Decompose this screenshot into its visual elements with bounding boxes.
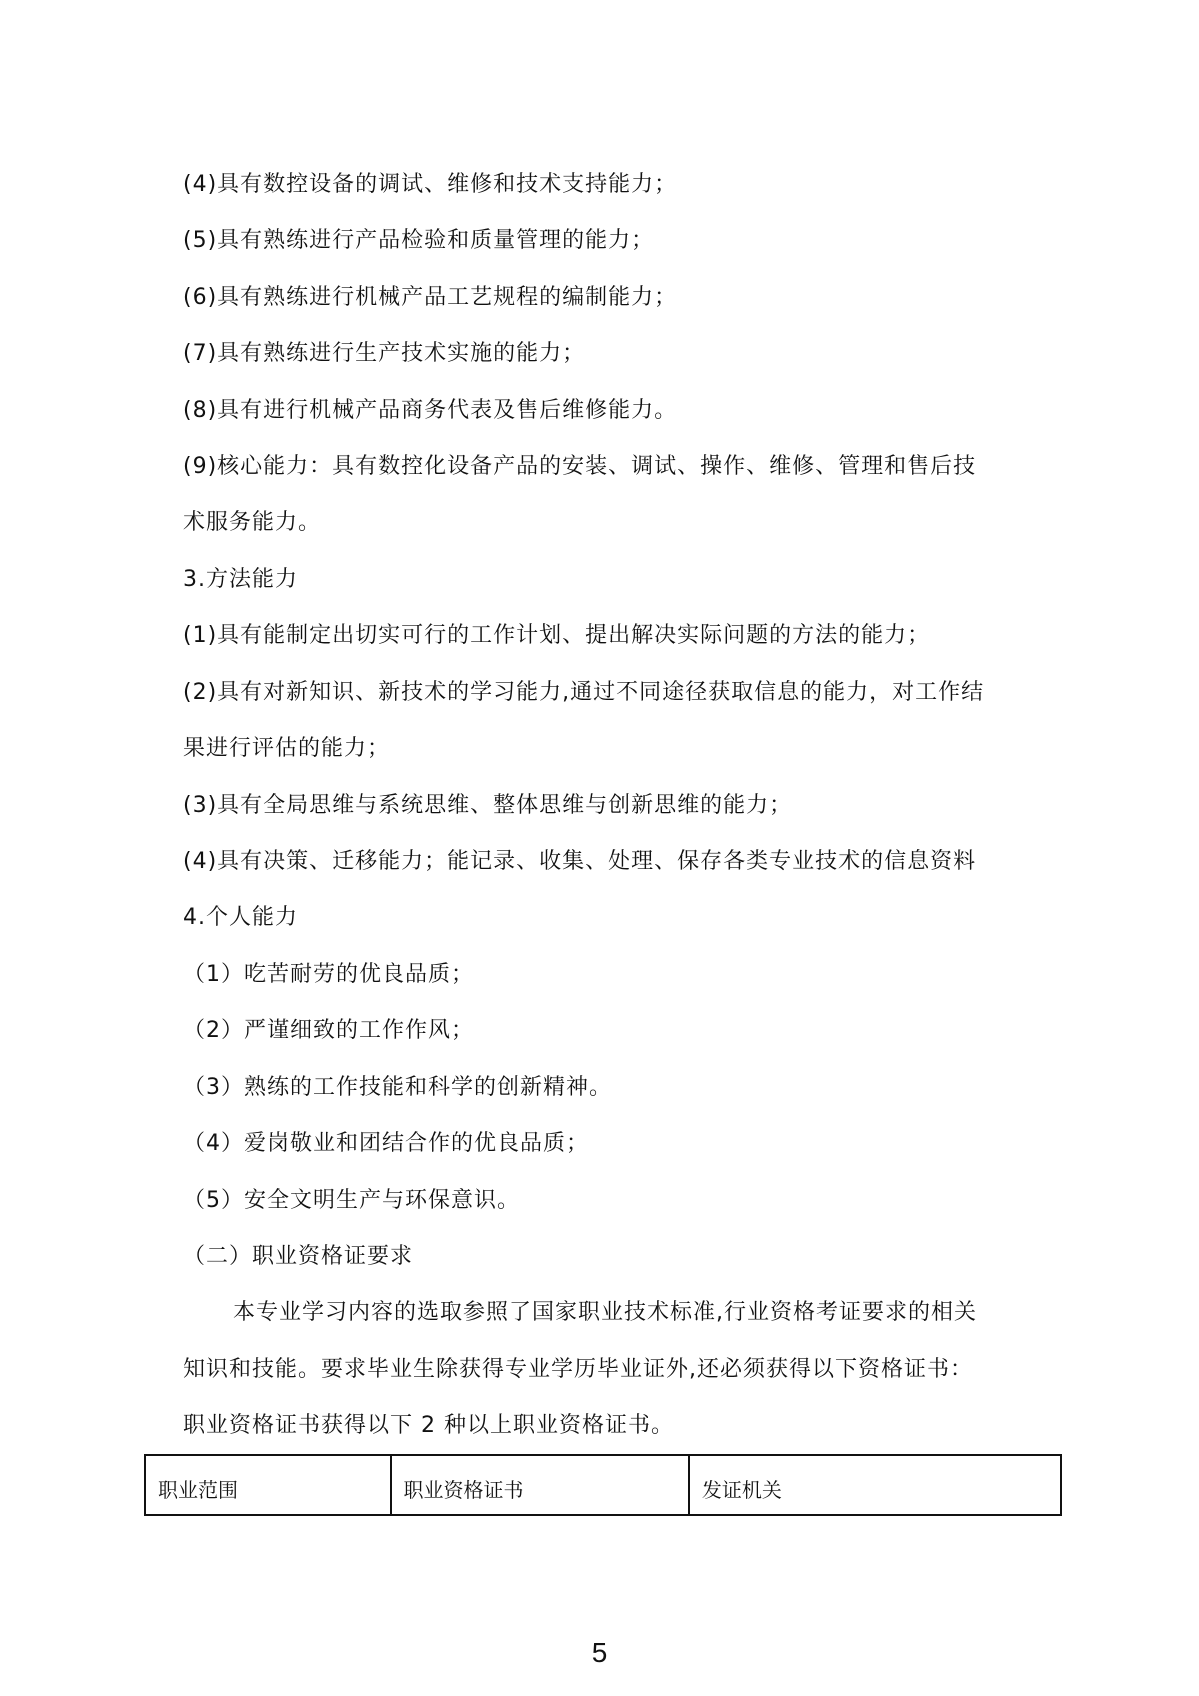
list-item: (3)具有全局思维与系统思维、整体思维与创新思维的能力；: [183, 793, 793, 818]
paragraph-line: 本专业学习内容的选取参照了国家职业技术标准,行业资格考证要求的相关: [233, 1300, 977, 1325]
list-item: （5）安全文明生产与环保意识。: [183, 1188, 520, 1213]
list-item: (7)具有熟练进行生产技术实施的能力；: [183, 341, 586, 366]
list-item: (4)具有数控设备的调试、维修和技术支持能力；: [183, 172, 678, 197]
list-item-continuation: 术服务能力。: [183, 510, 322, 535]
section-heading: 4.个人能力: [183, 905, 298, 930]
list-item: (1)具有能制定出切实可行的工作计划、提出解决实际问题的方法的能力；: [183, 623, 931, 648]
section-heading: 3.方法能力: [183, 567, 298, 592]
list-item: (6)具有熟练进行机械产品工艺规程的编制能力；: [183, 285, 678, 310]
section-heading: （二）职业资格证要求: [183, 1244, 414, 1269]
list-item: (4)具有决策、迁移能力；能记录、收集、处理、保存各类专业技术的信息资料: [183, 849, 977, 874]
table-header-row: [145, 1455, 1061, 1515]
list-item-continuation: 果进行评估的能力；: [183, 736, 391, 761]
table-header-cell: 发证机关: [689, 1455, 1061, 1515]
table-header-cell: 职业范围: [145, 1455, 391, 1515]
list-item: (5)具有熟练进行产品检验和质量管理的能力；: [183, 228, 655, 253]
paragraph-line: 职业资格证书获得以下 2 种以上职业资格证书。: [183, 1413, 674, 1438]
page-number: 5: [591, 1637, 608, 1668]
list-item: (2)具有对新知识、新技术的学习能力,通过不同途径获取信息的能力，对工作结: [183, 680, 985, 705]
table-header-cell: 职业资格证书: [391, 1455, 689, 1515]
certificate-table: [144, 1454, 1062, 1516]
list-item: (9)核心能力：具有数控化设备产品的安装、调试、操作、维修、管理和售后技: [183, 454, 977, 479]
paragraph-line: 知识和技能。要求毕业生除获得专业学历毕业证外,还必须获得以下资格证书：: [183, 1357, 973, 1382]
list-item: （2）严谨细致的工作作风；: [183, 1018, 474, 1043]
list-item: （1）吃苦耐劳的优良品质；: [183, 962, 474, 987]
list-item: （4）爱岗敬业和团结合作的优良品质；: [183, 1131, 589, 1156]
list-item: （3）熟练的工作技能和科学的创新精神。: [183, 1075, 612, 1100]
list-item: (8)具有进行机械产品商务代表及售后维修能力。: [183, 398, 678, 423]
